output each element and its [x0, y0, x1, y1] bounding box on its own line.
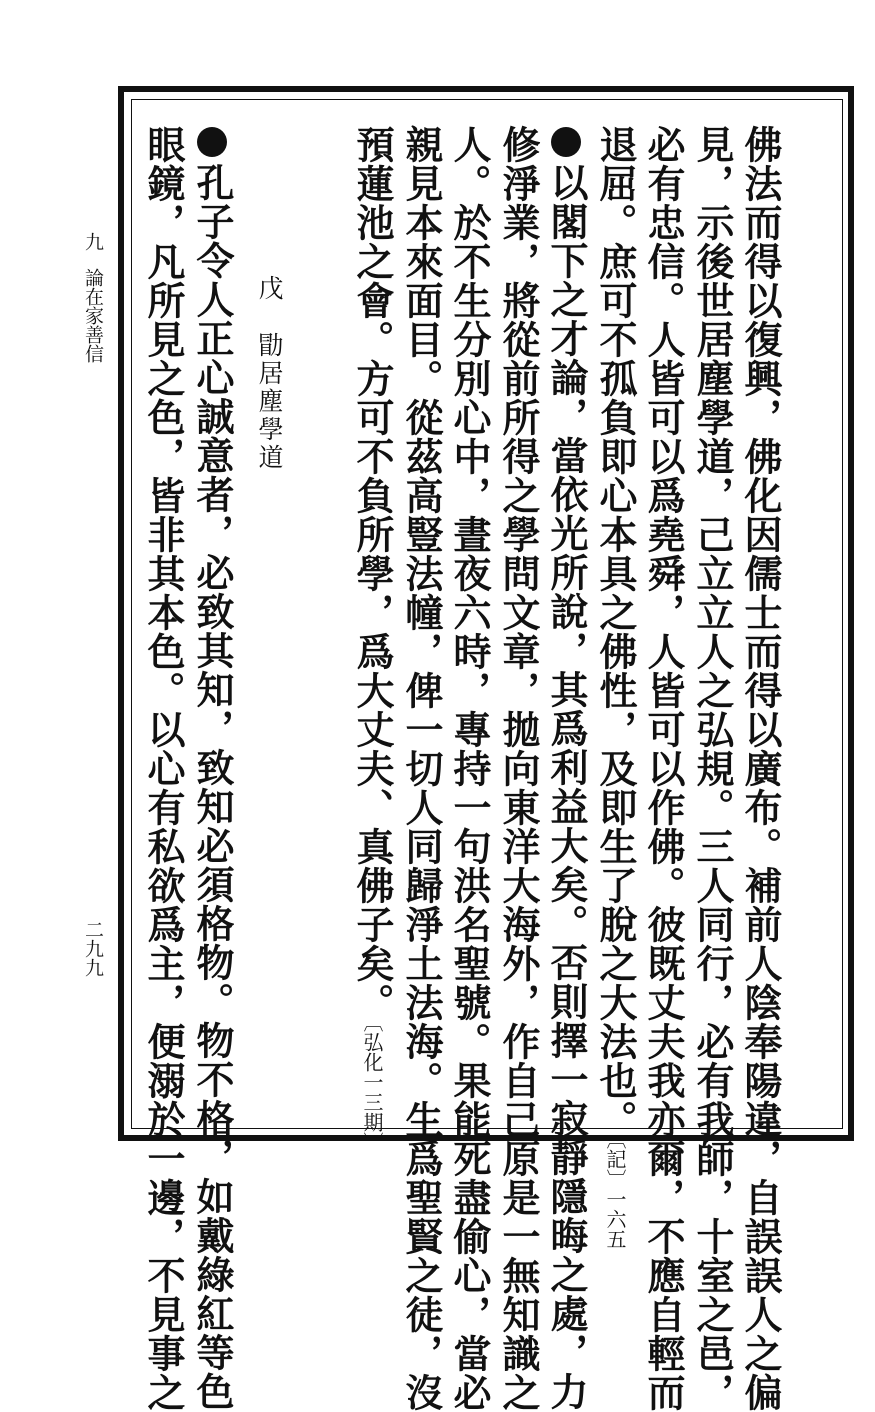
- text-column-7: 人。於不生分別心中，晝夜六時，專持一句洪名聖號。果能死盡偷心，當必: [447, 125, 492, 1412]
- text-column-1: 佛法而得以復興，佛化因儒士而得以廣布。補前人陰奉陽違，自誤誤人之偏: [738, 125, 783, 1412]
- citation-note: 〔弘化一三期〕: [360, 1022, 384, 1152]
- margin-section-title: 論在家善信: [82, 268, 104, 363]
- text-column-9: 預蓮池之會。方可不負所學，爲大丈夫、真佛子矣。〔弘化一三期〕: [350, 125, 395, 1152]
- text-column-5: 以閣下之才論，當依光所說，其爲利益大矣。否則擇一寂靜隱晦之處，力: [544, 125, 588, 1411]
- page-number: 二九九: [82, 920, 104, 977]
- section-heading: 勖居塵學道: [255, 332, 284, 472]
- bullet-icon: [197, 127, 227, 157]
- text-column-6: 修淨業，將從前所得之學問文章，拋向東洋大海外，作自己原是一無知識之: [496, 125, 541, 1412]
- text-column-8: 親見本來面目。從茲高豎法幢，俾一切人同歸淨土法海。生爲聖賢之徒，沒: [399, 125, 444, 1412]
- margin-section-number: 九: [82, 232, 104, 251]
- section-label: 戊: [255, 275, 284, 303]
- text-column-2: 見，示後世居塵學道，己立立人之弘規。三人同行，必有我師，十室之邑，: [690, 125, 735, 1412]
- text-column-11: 眼鏡，凡所見之色，皆非其本色。以心有私欲爲主，便溺於一邊，不見事之: [141, 125, 186, 1412]
- text-column-3: 必有忠信。人皆可以爲堯舜，人皆可以作佛。彼既丈夫我亦爾，不應自輕而: [641, 125, 686, 1412]
- bullet-icon: [551, 127, 581, 157]
- citation-note: 〔記〕一六五: [603, 1139, 627, 1249]
- text-column-4: 退屈。庶可不孤負即心本具之佛性，及即生了脫之大法也。〔記〕一六五: [593, 125, 638, 1249]
- text-column-10: 孔子令人正心誠意者，必致其知，致知必須格物。物不格，如戴綠紅等色: [190, 125, 234, 1411]
